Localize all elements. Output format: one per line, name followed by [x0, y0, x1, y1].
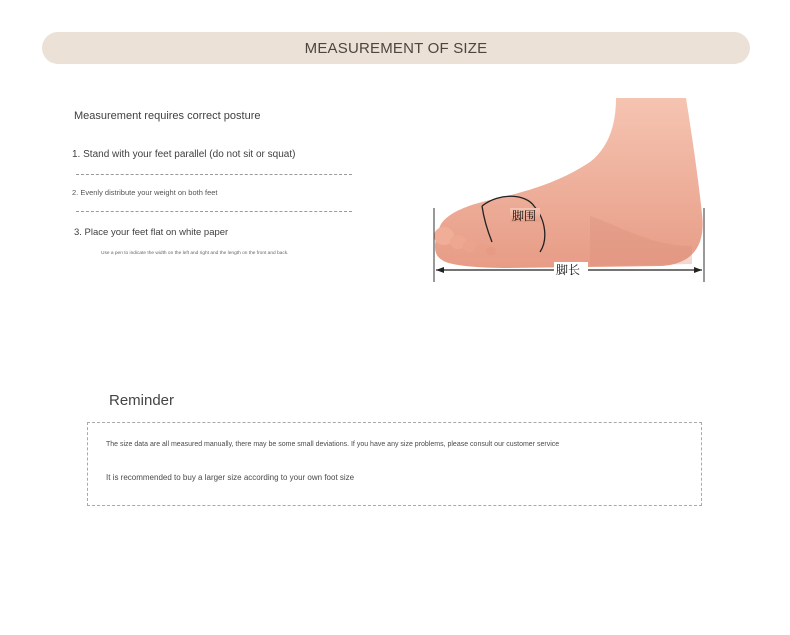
reminder-line: The size data are all measured manually, there may be some small deviations. If you have any size problems, please consult our customer service — [106, 441, 560, 448]
toe — [475, 244, 487, 254]
foot-measurement-illustration — [430, 96, 710, 286]
reminder-title: Reminder — [109, 392, 175, 409]
posture-heading: Measurement requires correct posture — [74, 110, 261, 122]
girth-label: 脚围 — [512, 209, 537, 223]
reminder-box — [87, 422, 702, 506]
step-3: 3. Place your feet flat on white paper — [74, 227, 229, 238]
length-label: 脚长 — [556, 263, 581, 277]
step-2: 2. Evenly distribute your weight on both feet — [72, 188, 218, 197]
header-bar — [42, 32, 750, 64]
divider — [76, 174, 352, 175]
divider — [76, 211, 352, 212]
reminder-line: It is recommended to buy a larger size according to your own foot size — [106, 473, 355, 482]
toe — [486, 247, 496, 256]
arrow-right — [694, 267, 702, 273]
arrow-left — [436, 267, 444, 273]
toe — [463, 240, 477, 252]
page-title: MEASUREMENT OF SIZE — [304, 39, 488, 57]
step-note: Use a pen to indicate the width on the left and right and the length on the front and back. — [101, 251, 289, 256]
step-1: 1. Stand with your feet parallel (do not sit or squat) — [72, 149, 296, 160]
